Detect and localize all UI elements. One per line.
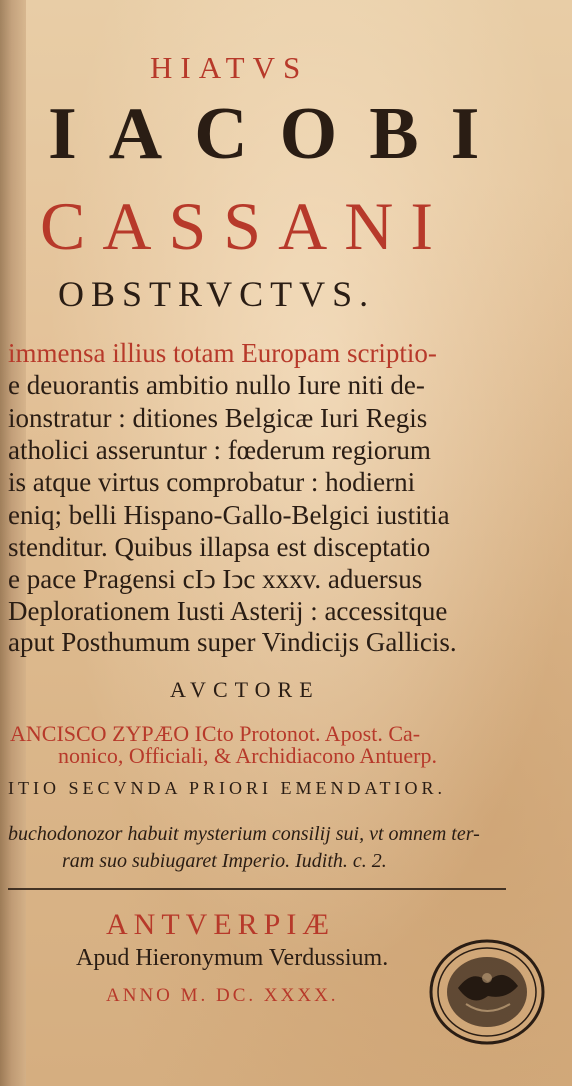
author-title-line: nonico, Officiali, & Archidiacono Antuerp. [58,743,438,768]
author-name-line: ANCISCO ZYPÆO ICto Protonot. Apost. Ca- [10,721,421,746]
body-line: aput Posthumum super Vindicijs Gallicis. [8,627,457,657]
body-line: stenditur. Quibus illapsa est disceptatio [8,532,431,562]
imprint-printer: Apud Hieronymum Verdussium. [76,945,389,971]
title-hiatus: HIATVS [150,50,309,85]
epigraph-line: ram suo subiugaret Imperio. Iudith. c. 2. [62,850,387,872]
title-obstructus: OBSTRVCTVS. [58,274,376,314]
library-stamp-icon [428,938,546,1046]
body-line: eniq; belli Hispano-Gallo-Belgici iustitia [8,500,450,530]
body-line: atholici asseruntur : fœderum regiorum [8,435,431,465]
body-line: Deplorationem Iusti Asterij : accessitque [8,596,448,626]
edition-statement: ITIO SECVNDA PRIORI EMENDATIOR. [8,778,446,798]
body-line: immensa illius totam Europam scriptio- [8,338,437,368]
divider-rule [8,888,506,890]
title-iacobi: IACOBI [48,93,512,175]
imprint-year: ANNO M. DC. XXXX. [106,985,339,1006]
author-label: AVCTORE [170,677,320,702]
body-line: e pace Pragensi cIↄ Iↄc xxxv. aduersus [8,564,423,594]
title-cassani: CASSANI [40,188,450,264]
imprint-city: ANTVERPIÆ [106,908,336,941]
body-line: is atque virtus comprobatur : hodierni [8,467,416,497]
epigraph-line: buchodonozor habuit mysterium consilij sui, vt omnem ter- [8,823,480,845]
body-line: ionstratur : ditiones Belgicæ Iuri Regis [8,403,428,433]
body-line: e deuorantis ambitio nullo Iure niti de- [8,370,425,400]
